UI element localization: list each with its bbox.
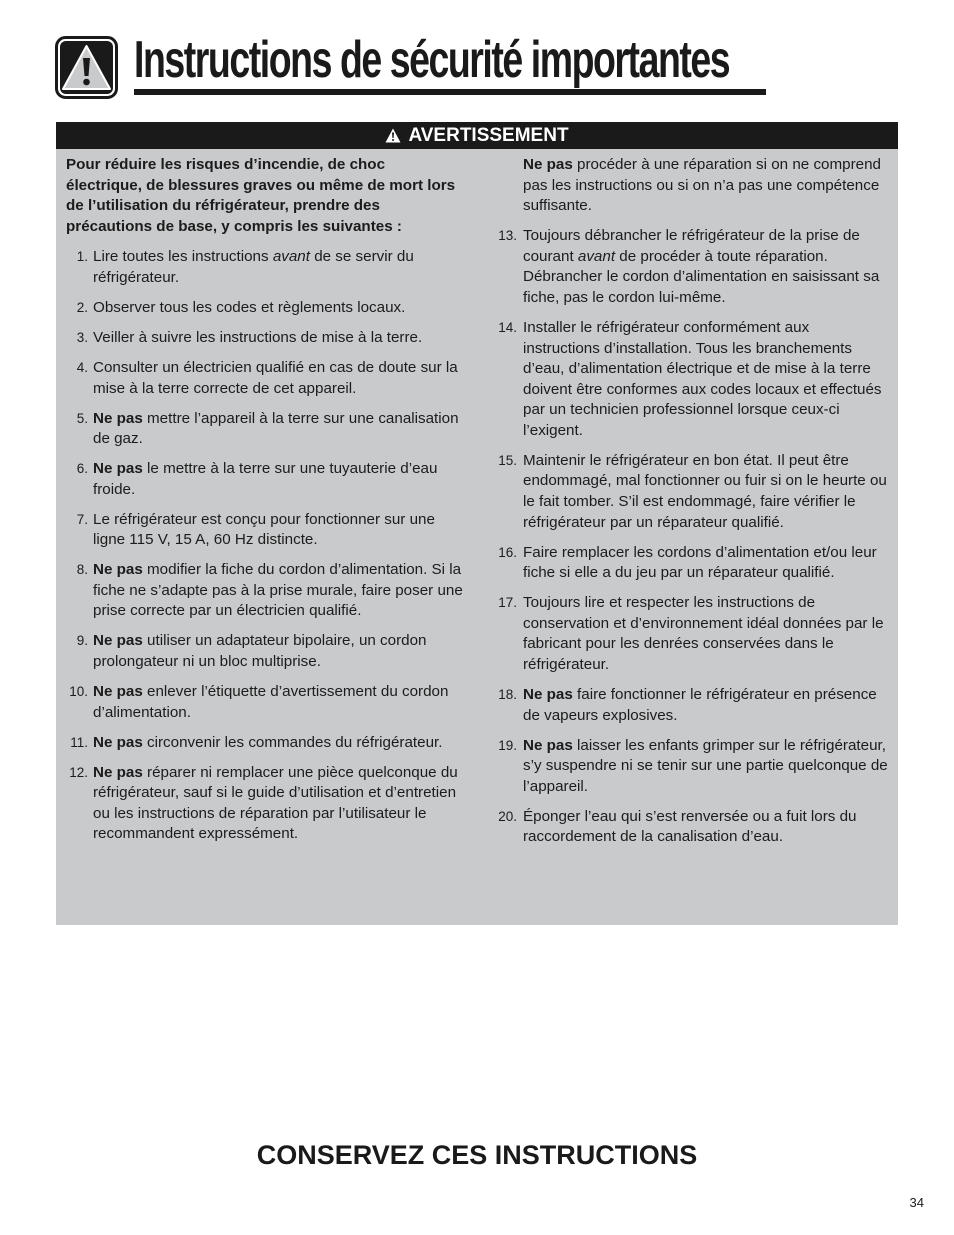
warning-box — [56, 122, 898, 925]
item-text: mettre l’appareil à la terre sur une canalisation de gaz. — [93, 409, 459, 448]
item-text: Éponger l’eau qui s’est renversée ou a fuit lors du raccordement de la canalisation d’eau. — [523, 807, 857, 846]
list-item-continuation — [495, 155, 890, 217]
title-underline — [134, 89, 766, 95]
item-text: de procéder à toute réparation. Débrancher le cordon d’alimentation en saisissant sa fiche, pas le cordon lui-même. — [523, 247, 880, 306]
list-item — [66, 763, 464, 845]
item-text: Consulter un électricien qualifié en cas de doute sur la mise à la terre correcte de cet appareil. — [93, 358, 458, 397]
list-item — [495, 807, 890, 848]
list-item — [66, 459, 464, 500]
list-item — [66, 328, 464, 349]
item-number: 3. — [76, 329, 88, 345]
item-bold: Ne pas — [523, 686, 573, 703]
item-bold: Ne pas — [93, 409, 143, 427]
item-number: 18. — [498, 687, 517, 702]
item-number: 5. — [76, 410, 88, 426]
item-text: Toujours débrancher le réfrigérateur de la prise de courant — [523, 227, 860, 265]
item-text: Veiller à suivre les instructions de mise à la terre. — [93, 328, 423, 346]
item-bold: Ne pas — [93, 561, 143, 579]
list-item — [495, 226, 890, 308]
item-text: laisser les enfants grimper sur le réfrigérateur, s’y suspendre ni se tenir sur une partie quelconque de l’appareil. — [523, 736, 888, 795]
item-text: circonvenir les commandes du réfrigérateur. — [142, 733, 443, 751]
safety-list-left — [66, 247, 464, 845]
item-text: faire fonctionner le réfrigérateur en présence de vapeurs explosives. — [523, 686, 877, 724]
warning-label: AVERTISSEMENT — [408, 124, 569, 146]
item-number: 8. — [76, 562, 88, 578]
item-number: 9. — [76, 633, 88, 649]
list-item — [66, 510, 464, 551]
safety-list-right — [495, 226, 890, 848]
item-number: 4. — [76, 359, 88, 375]
item-emphasis: avant — [272, 248, 310, 266]
item-text: enlever l’étiquette d’avertissement du cordon d’alimentation. — [93, 682, 449, 721]
item-number: 11. — [70, 734, 88, 750]
item-bold: Ne pas — [93, 460, 143, 478]
list-item — [66, 298, 464, 319]
item-bold: Ne pas — [523, 736, 573, 754]
item-bold: Ne pas — [93, 632, 143, 650]
item-number: 16. — [498, 544, 517, 560]
item-number: 1. — [76, 249, 88, 265]
list-item — [66, 247, 464, 288]
list-item — [495, 451, 890, 533]
item-text: modifier la fiche du cordon d’alimentation. Si la fiche ne s’adapte pas à la prise murale, faire poser une prise correcte par un électricien qualifié. — [93, 561, 463, 620]
left-column — [66, 155, 464, 854]
item-text: le mettre à la terre sur une tuyauterie d’eau froide. — [93, 460, 438, 498]
item-number: 19. — [498, 737, 517, 753]
item-text: Maintenir le réfrigérateur en bon état. Il peut être endommagé, mal fonctionner ou fuir si on le heurte ou le fait tomber. S’il est endommagé, faire vérifier le réfrigérateur par un réparateur qualifié. — [523, 451, 887, 531]
item-number: 17. — [498, 595, 517, 611]
item-text: Toujours lire et respecter les instructions de conservation et d’environnement idéal données par le fabricant pour les denrées conservées dans le réfrigérateur. — [523, 594, 884, 674]
list-item — [66, 682, 464, 723]
item-number: 7. — [76, 511, 88, 527]
item-number: 2. — [76, 299, 88, 315]
item-number: 15. — [498, 452, 517, 468]
warning-triangle-icon — [55, 36, 118, 99]
item-emphasis: avant — [577, 247, 616, 265]
page-number: 34 — [909, 1195, 924, 1210]
item-number: 12. — [69, 764, 88, 780]
list-item — [495, 543, 890, 584]
item-number: 14. — [498, 319, 517, 335]
list-item — [495, 593, 890, 675]
item-bold: Ne pas — [523, 156, 573, 173]
warning-intro: Pour réduire les risques d’incendie, de choc électrique, de blessures graves ou même de mort lors de l’utilisation du réfrigérateur, prendre des précautions de base, y compris les suivantes : — [66, 156, 456, 235]
list-item — [495, 736, 890, 798]
item-bold: Ne pas — [93, 682, 143, 700]
item-text: de se servir du réfrigérateur. — [93, 248, 414, 286]
alert-icon — [385, 128, 401, 143]
item-text: Installer le réfrigérateur conformément aux instructions d’installation. Tous les branchements d’eau, d’alimentation électrique et de mise à la terre doivent être conformes aux codes locaux et effectués par un technicien professionnel lorsque ceux-ci l’exigent. — [523, 318, 882, 439]
right-column — [495, 155, 890, 857]
page-title: Instructions de sécurité importantes — [134, 31, 730, 89]
list-item — [66, 733, 464, 754]
warning-banner — [56, 122, 898, 149]
item-text: réparer ni remplacer une pièce quelconque du réfrigérateur, sauf si le guide d’utilisation et d’entretien ou les instructions de réparation par l’utilisateur le recommandent expressément. — [93, 763, 458, 843]
list-item — [66, 560, 464, 622]
list-item — [66, 358, 464, 399]
item-number: 10. — [69, 683, 88, 699]
item-bold: Ne pas — [93, 733, 143, 751]
item-text: Observer tous les codes et règlements locaux. — [93, 298, 406, 316]
item-text: procéder à une réparation si on ne comprend pas les instructions ou si on n’a pas une compétence suffisante. — [523, 156, 881, 215]
item-bold: Ne pas — [93, 763, 143, 781]
item-text: Le réfrigérateur est conçu pour fonctionner sur une ligne 115 V, 15 A, 60 Hz distincte. — [93, 510, 435, 549]
item-text: Lire toutes les instructions — [93, 248, 273, 266]
item-number: 20. — [498, 808, 517, 824]
list-item — [495, 318, 890, 442]
item-number: 13. — [498, 228, 517, 244]
list-item — [66, 631, 464, 672]
item-text: utiliser un adaptateur bipolaire, un cordon prolongateur ni un bloc multiprise. — [93, 632, 427, 670]
list-item — [495, 685, 890, 726]
item-number: 6. — [76, 461, 88, 477]
footer-title: CONSERVEZ CES INSTRUCTIONS — [256, 1140, 698, 1170]
item-text: Faire remplacer les cordons d’alimentation et/ou leur fiche si elle a du jeu par un réparateur qualifié. — [523, 543, 877, 582]
list-item — [66, 409, 464, 450]
